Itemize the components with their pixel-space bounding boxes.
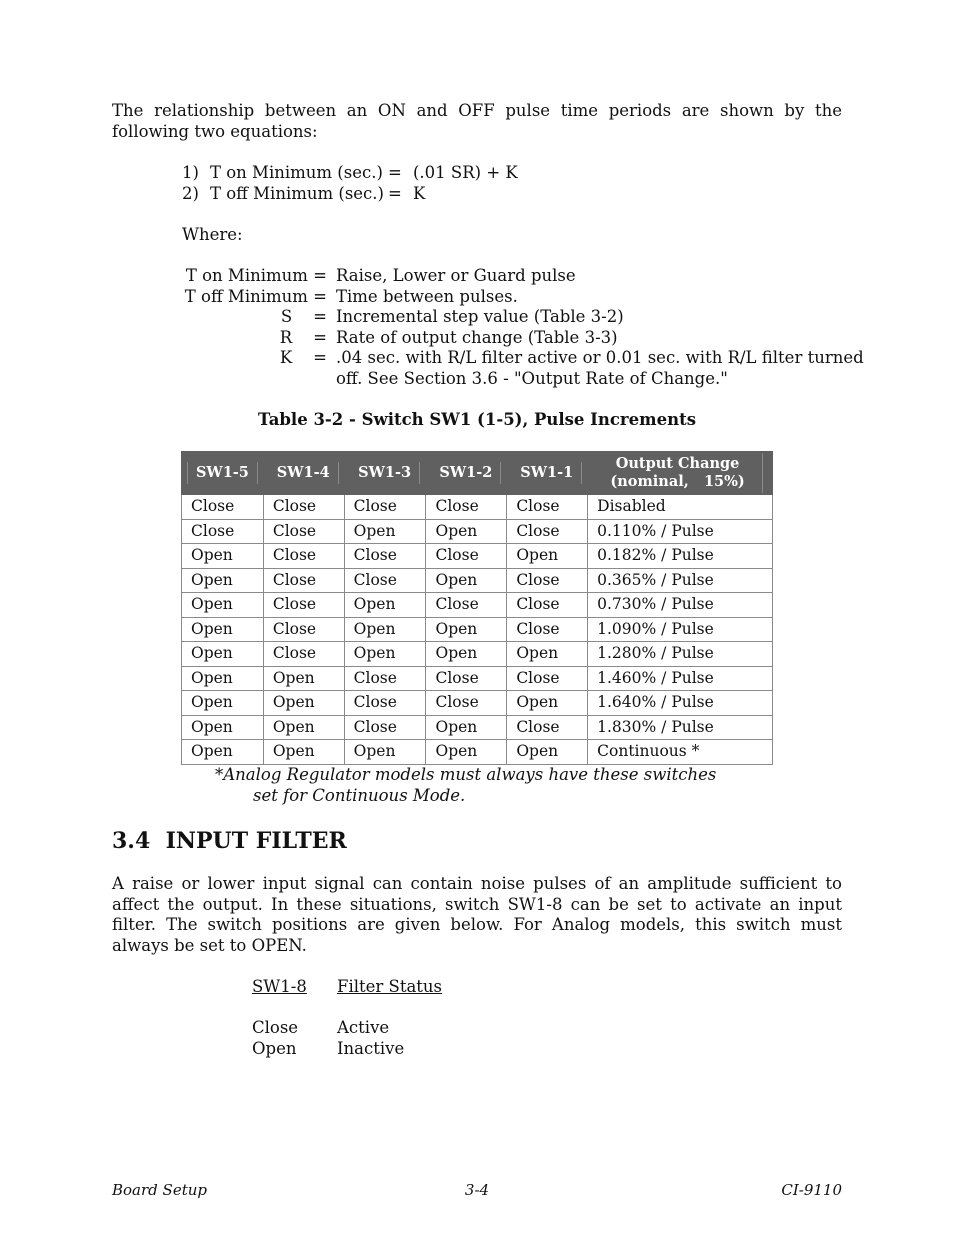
section-heading: 3.4 INPUT FILTER: [112, 828, 347, 854]
table-cell: Close: [507, 593, 588, 618]
table-cell: Open: [182, 691, 264, 716]
footer-left: Board Setup: [112, 1181, 207, 1199]
definition-k: [279, 348, 864, 369]
table-cell: Open: [344, 642, 426, 667]
table-header-cell: SW1-5: [182, 452, 264, 495]
equation-number: 1): [182, 163, 199, 182]
table-cell: Open: [344, 740, 426, 765]
table-cell: Close: [507, 519, 588, 544]
table-header-cell: SW1-1: [507, 452, 588, 495]
table-cell: Close: [263, 544, 344, 569]
filter-status-value: Active: [337, 1018, 390, 1037]
equation-operator: =: [388, 183, 402, 203]
table-cell: Open: [426, 740, 507, 765]
equation-operator: =: [388, 163, 402, 182]
table-cell: Open: [182, 740, 264, 765]
definition-term: K =: [279, 348, 327, 367]
table-cell: Close: [507, 495, 588, 520]
definition-term: T on Minimum =: [185, 266, 327, 285]
definition-k-continued: [336, 369, 842, 390]
filter-header-switch: SW1-8: [252, 977, 307, 996]
equation-list: [182, 163, 518, 204]
definition-text: .04 sec. with R/L filter active or 0.01 sec. with R/L filter turned: [336, 348, 864, 367]
table-cell: Open: [507, 642, 588, 667]
table-cell: Close: [507, 568, 588, 593]
table-cell: Close: [182, 519, 264, 544]
definition-text: Time between pulses.: [336, 286, 518, 306]
definition-list: [184, 266, 864, 389]
filter-header-row: [252, 977, 442, 998]
table-cell: Continuous *: [588, 740, 773, 765]
definition-term: R =: [279, 327, 327, 347]
table-note-line-2: set for Continuous Mode.: [253, 786, 466, 805]
table-cell: Open: [426, 519, 507, 544]
filter-row: [252, 1018, 442, 1039]
definition-text: Raise, Lower or Guard pulse: [336, 266, 576, 285]
table-cell: Close: [344, 544, 426, 569]
table-cell: Open: [263, 715, 344, 740]
table-cell: 1.640% / Pulse: [588, 691, 773, 716]
definition-text-continued: off. See Section 3.6 - "Output Rate of Change.": [336, 368, 728, 388]
table-header-cell: SW1-2: [426, 452, 507, 495]
filter-switch-value: Close: [252, 1018, 299, 1037]
table-cell: Close: [263, 593, 344, 618]
table-cell: 1.830% / Pulse: [588, 715, 773, 740]
definition-toff: [184, 286, 842, 308]
table-cell: Open: [182, 715, 264, 740]
table-cell: Open: [426, 617, 507, 642]
table-cell: Close: [263, 617, 344, 642]
table-cell: Open: [344, 617, 426, 642]
table-cell: 1.280% / Pulse: [588, 642, 773, 667]
table-cell: 1.090% / Pulse: [588, 617, 773, 642]
equation-1: [182, 163, 518, 184]
equation-number: 2): [182, 183, 199, 203]
definition-term: S =: [280, 307, 327, 326]
switch-table: [181, 451, 773, 765]
table-cell: Open: [182, 593, 264, 618]
table-cell: Open: [182, 568, 264, 593]
table-cell: Open: [182, 544, 264, 569]
definition-term: T off Minimum =: [184, 286, 327, 306]
table-cell: Open: [182, 642, 264, 667]
table-row: [182, 544, 773, 569]
table-row: [182, 691, 773, 716]
table-cell: Open: [507, 740, 588, 765]
table-header-cell: [588, 452, 773, 495]
definition-ton: [185, 266, 842, 287]
table-cell: Close: [263, 519, 344, 544]
equation-lhs: T off Minimum (sec.): [210, 183, 384, 203]
table-header-cell: SW1-3: [344, 452, 426, 495]
definition-r: [279, 327, 842, 349]
table-cell: Close: [507, 617, 588, 642]
table-cell: Close: [263, 495, 344, 520]
table-cell: Close: [507, 715, 588, 740]
table-cell: 1.460% / Pulse: [588, 666, 773, 691]
equation-lhs: T on Minimum (sec.): [210, 163, 383, 182]
equation-2: [182, 184, 518, 205]
filter-row: [252, 1039, 442, 1060]
table-header-cell: SW1-4: [263, 452, 344, 495]
header-output-change: Output Change: [615, 455, 740, 472]
definition-s: [280, 307, 842, 328]
equation-rhs: (.01 SR) + K: [413, 163, 518, 182]
filter-switch-value: Open: [252, 1038, 297, 1058]
table-cell: Open: [426, 568, 507, 593]
table-cell: Close: [344, 666, 426, 691]
table-cell: Open: [344, 593, 426, 618]
table-cell: Disabled: [588, 495, 773, 520]
table-cell: 0.730% / Pulse: [588, 593, 773, 618]
table-cell: Open: [426, 642, 507, 667]
table-row: [182, 666, 773, 691]
table-cell: Close: [344, 495, 426, 520]
table-cell: Open: [182, 666, 264, 691]
table-caption: Table 3-2 - Switch SW1 (1-5), Pulse Increments: [258, 410, 696, 429]
table-cell: 0.365% / Pulse: [588, 568, 773, 593]
table-note-line-1: *Analog Regulator models must always have these switches: [215, 765, 717, 784]
table-cell: Open: [263, 740, 344, 765]
table-cell: Open: [263, 691, 344, 716]
table-row: [182, 740, 773, 765]
definition-text: Rate of output change (Table 3-3): [336, 327, 618, 347]
table-cell: Open: [182, 617, 264, 642]
table-cell: Open: [344, 519, 426, 544]
table-cell: Open: [507, 691, 588, 716]
header-nominal: (nominal, 15%): [610, 473, 745, 490]
table-cell: 0.182% / Pulse: [588, 544, 773, 569]
table-row: [182, 715, 773, 740]
table-row: [182, 617, 773, 642]
table-cell: Close: [344, 568, 426, 593]
table-cell: Close: [344, 691, 426, 716]
footer-page-number: 3-4: [464, 1181, 490, 1199]
table-cell: Open: [263, 666, 344, 691]
definition-text: Incremental step value (Table 3-2): [336, 307, 624, 326]
filter-table: [252, 977, 442, 1059]
filter-header-status: Filter Status: [337, 977, 443, 996]
table-row: [182, 593, 773, 618]
section-paragraph: A raise or lower input signal can contain noise pulses of an amplitude sufficient to affect the output. In these situations, switch SW1-8 can be set to activate an input filter. The switch positions are given below. For Analog models, this switch must always be set to OPEN.: [112, 874, 842, 955]
table-cell: Close: [344, 715, 426, 740]
table-cell: 0.110% / Pulse: [588, 519, 773, 544]
table-cell: Close: [263, 642, 344, 667]
table-row: [182, 642, 773, 667]
table-cell: Close: [426, 495, 507, 520]
table-cell: Open: [426, 715, 507, 740]
table-row: [182, 519, 773, 544]
table-row: [182, 568, 773, 593]
table-cell: Close: [182, 495, 264, 520]
filter-status-value: Inactive: [337, 1038, 405, 1058]
table-cell: Close: [426, 593, 507, 618]
table-cell: Open: [507, 544, 588, 569]
table-cell: Close: [426, 544, 507, 569]
table-cell: Close: [263, 568, 344, 593]
equation-rhs: K: [413, 183, 426, 203]
intro-paragraph: The relationship between an ON and OFF pulse time periods are shown by the following two equations:: [112, 101, 842, 141]
footer-right: CI-9110: [781, 1181, 842, 1199]
table-header-row: [182, 452, 773, 495]
where-label: Where:: [182, 225, 243, 244]
table-cell: Close: [426, 666, 507, 691]
table-cell: Close: [426, 691, 507, 716]
table-row: [182, 495, 773, 520]
table-cell: Close: [507, 666, 588, 691]
